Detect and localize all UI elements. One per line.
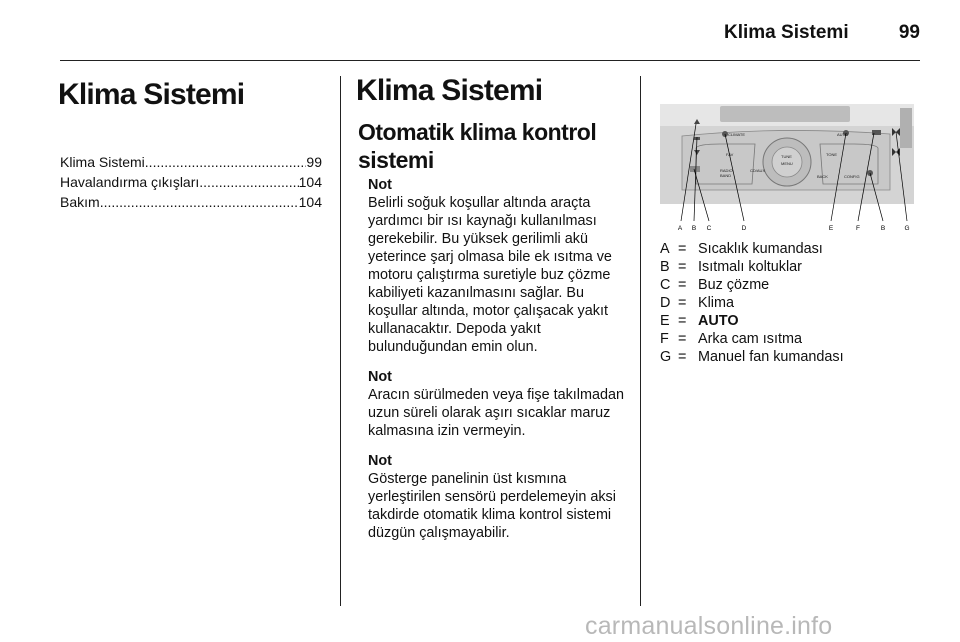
panel-label: BAND <box>720 173 732 178</box>
header-rule <box>60 60 920 61</box>
note-label: Not <box>368 369 392 385</box>
legend-text: Manuel fan kumandası <box>698 349 844 365</box>
callout-letter: F <box>856 225 860 232</box>
side-trim <box>900 108 912 148</box>
legend-separator: = <box>678 277 687 293</box>
table-of-contents <box>60 152 322 212</box>
legend-key: E <box>660 313 670 329</box>
column-divider-right <box>640 76 641 606</box>
note <box>368 452 634 542</box>
legend-separator: = <box>678 259 687 275</box>
panel-label: CONFIG <box>844 174 860 179</box>
notes <box>368 176 634 554</box>
rear-defrost-icon <box>872 130 881 135</box>
callout-letter: E <box>828 225 834 232</box>
toc-entry-label: Havalandırma çıkışları <box>60 174 200 190</box>
panel-label: BACK <box>817 174 828 179</box>
toc-entry[interactable] <box>60 192 322 212</box>
panel-label: CD/AUX <box>750 168 766 173</box>
panel-label: AUTO <box>837 132 849 137</box>
defrost-icon <box>690 166 700 172</box>
legend-text: Sıcaklık kumandası <box>698 241 823 257</box>
toc-leader <box>100 192 299 212</box>
toc-leader <box>145 152 307 172</box>
callout-letter: B <box>691 225 697 232</box>
panel-label: TONE <box>826 152 838 157</box>
toc-entry-page: 104 <box>298 174 322 190</box>
toc-leader <box>199 172 298 192</box>
toc-entry-label: Bakım <box>60 194 100 210</box>
watermark: carmanualsonline.info <box>585 612 833 640</box>
callout-letter: G <box>904 225 910 232</box>
callout-letter: C <box>706 225 712 232</box>
legend-row <box>660 312 844 330</box>
legend-row <box>660 258 844 276</box>
legend-key: C <box>660 277 671 293</box>
display-bezel <box>720 106 850 122</box>
legend-key: G <box>660 349 672 365</box>
panel-label: CLIMATE <box>728 132 746 137</box>
callout-letters <box>678 225 910 232</box>
figure-legend <box>660 240 844 366</box>
panel-label: MENU <box>781 161 793 166</box>
legend-text: Arka cam ısıtma <box>698 331 802 347</box>
legend-separator: = <box>678 331 687 347</box>
note-text: Gösterge panelinin üst kısmına yerleştirilen sensörü perdelemeyin aksi takdirde otomatik klima kontrol sistemi düzgün çalışmayabilir. <box>368 471 616 541</box>
chapter-title: Klima Sistemi <box>58 78 245 111</box>
column-divider-left <box>340 76 341 606</box>
legend-key: A <box>660 241 670 257</box>
panel-label: RADIO <box>720 168 733 173</box>
legend-separator: = <box>678 313 687 329</box>
legend-row <box>660 276 844 294</box>
legend-separator: = <box>678 349 687 365</box>
legend-key: D <box>660 295 671 311</box>
legend-key: F <box>660 331 669 347</box>
toc-entry[interactable] <box>60 172 322 192</box>
legend-separator: = <box>678 295 687 311</box>
note <box>368 176 634 356</box>
legend-separator: = <box>678 241 687 257</box>
note <box>368 368 634 440</box>
legend-text: Klima <box>698 295 734 311</box>
climate-control-panel-figure <box>660 104 914 232</box>
note-text: Belirli soğuk koşullar altında araçta yardımcı bir ısı kaynağı kullanılması gerekebilir. Bu yüksek gerilimli akü yeterince şarj olmasa bile ek ısıtma ve motoru çalıştırma suretiyle buz çözme kabiliyeti kazanılmasını sağlar. Bu koşullar altında, motor çalışacak yakıt kullanacaktır. Depoda yakıt bulunduğundan emin olun. <box>368 195 612 355</box>
callout-letter: D <box>741 225 747 232</box>
toc-entry-page: 104 <box>298 194 322 210</box>
legend-key: B <box>660 259 670 275</box>
legend-text: Buz çözme <box>698 277 770 293</box>
legend-text: Isıtmalı koltuklar <box>698 259 802 275</box>
legend-row <box>660 348 844 366</box>
panel-label: FAV <box>726 152 734 157</box>
toc-entry[interactable] <box>60 152 322 172</box>
legend-row <box>660 294 844 312</box>
note-label: Not <box>368 453 392 469</box>
note-text: Aracın sürülmeden veya fişe takılmadan uzun süreli olarak aşırı sıcaklar maruz kalmasına izin vermeyin. <box>368 387 624 439</box>
note-label: Not <box>368 177 392 193</box>
legend-row <box>660 330 844 348</box>
callout-letter: B <box>880 225 886 232</box>
toc-entry-page: 99 <box>306 154 322 170</box>
legend-text: AUTO <box>698 313 739 329</box>
toc-entry-label: Klima Sistemi <box>60 154 145 170</box>
callout-letter: A <box>677 225 683 232</box>
legend-row <box>660 240 844 258</box>
section-subtitle: Otomatik klima kontrol sistemi <box>358 119 597 173</box>
section-title: Klima Sistemi <box>356 74 543 107</box>
page-number: 99 <box>898 22 920 43</box>
header-title: Klima Sistemi <box>724 22 849 43</box>
panel-label: TUNE <box>781 154 792 159</box>
